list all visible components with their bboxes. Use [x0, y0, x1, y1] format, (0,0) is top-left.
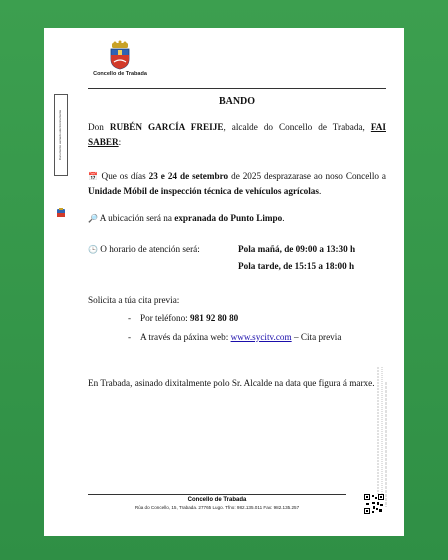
footer-divider: [88, 494, 346, 495]
dates-text-3: .: [318, 186, 322, 197]
schedule-label: O horario de atención será:: [97, 243, 200, 254]
intro-suffix: :: [118, 136, 122, 147]
unit-name: Unidade Móbil de inspección técnica de vehículos agrícolas: [88, 186, 319, 197]
stamp-text: Documento asinado electronicamente: [58, 109, 63, 161]
signature-stamp: [54, 94, 68, 176]
dates-paragraph: [88, 169, 386, 199]
coat-of-arms-icon: [107, 40, 133, 70]
location-text-2: .: [282, 212, 285, 223]
footer: [88, 497, 346, 510]
appointment-intro: Solicita a túa cita previa:: [88, 295, 180, 306]
dates-text-1: Que os días: [98, 171, 149, 182]
schedule-block: [88, 242, 386, 277]
municipal-logo: [90, 40, 150, 77]
location-text-1: A ubicación será na: [97, 212, 175, 223]
header-divider: [88, 88, 386, 89]
footer-org-name: Concello de Trabada: [187, 497, 247, 503]
document-title: BANDO: [218, 96, 256, 107]
intro-middle: , alcalde do Concello de Trabada,: [223, 122, 371, 132]
intro-paragraph: [88, 120, 386, 149]
dates-bold: 23 e 24 de setembro: [148, 171, 229, 182]
magnifier-icon: 🔎: [88, 213, 98, 223]
web-prefix: A través da páxina web:: [140, 331, 231, 342]
location-paragraph: [88, 211, 386, 226]
logo-org-name: Concello de Trabada: [93, 71, 147, 77]
intro-action: FAI SABER: [88, 122, 386, 147]
website-link[interactable]: www.sycitv.com: [230, 331, 292, 342]
mayor-name: RUBÉN GARCÍA FREIJE: [109, 122, 224, 132]
list-item: [128, 330, 386, 345]
document-body: [88, 94, 386, 391]
footer-address: Rúa do Concello, 15, Trabada. 27765 Lugo. Tfno: 982.135.011 Fax: 982.135.257: [134, 505, 300, 510]
closing-paragraph: En Trabada, asinado dixitalmente polo Sr. Alcalde na data que figura á marxe.: [88, 378, 375, 389]
clock-icon: 🕒: [88, 244, 98, 254]
intro-prefix: Don: [88, 122, 110, 132]
phone-number: 981 92 80 80: [190, 312, 239, 323]
phone-prefix: Por teléfono:: [140, 312, 191, 323]
schedule-morning: Pola mañá, de 09:00 a 13:30 h: [238, 243, 356, 254]
document-page: [44, 28, 404, 536]
web-suffix: – Cita previa: [291, 331, 342, 342]
qr-code-icon: [364, 494, 384, 514]
seal-icon: [56, 208, 66, 218]
calendar-icon: 📅: [88, 172, 99, 182]
schedule-afternoon: Pola tarde, de 15:15 a 18:00 h: [238, 261, 355, 272]
location-place: expranada do Punto Limpo: [174, 212, 283, 223]
appointment-list: [128, 311, 386, 344]
list-item: [128, 311, 386, 326]
dates-text-2: de 2025 desprazarase ao noso Concello a: [228, 171, 387, 182]
